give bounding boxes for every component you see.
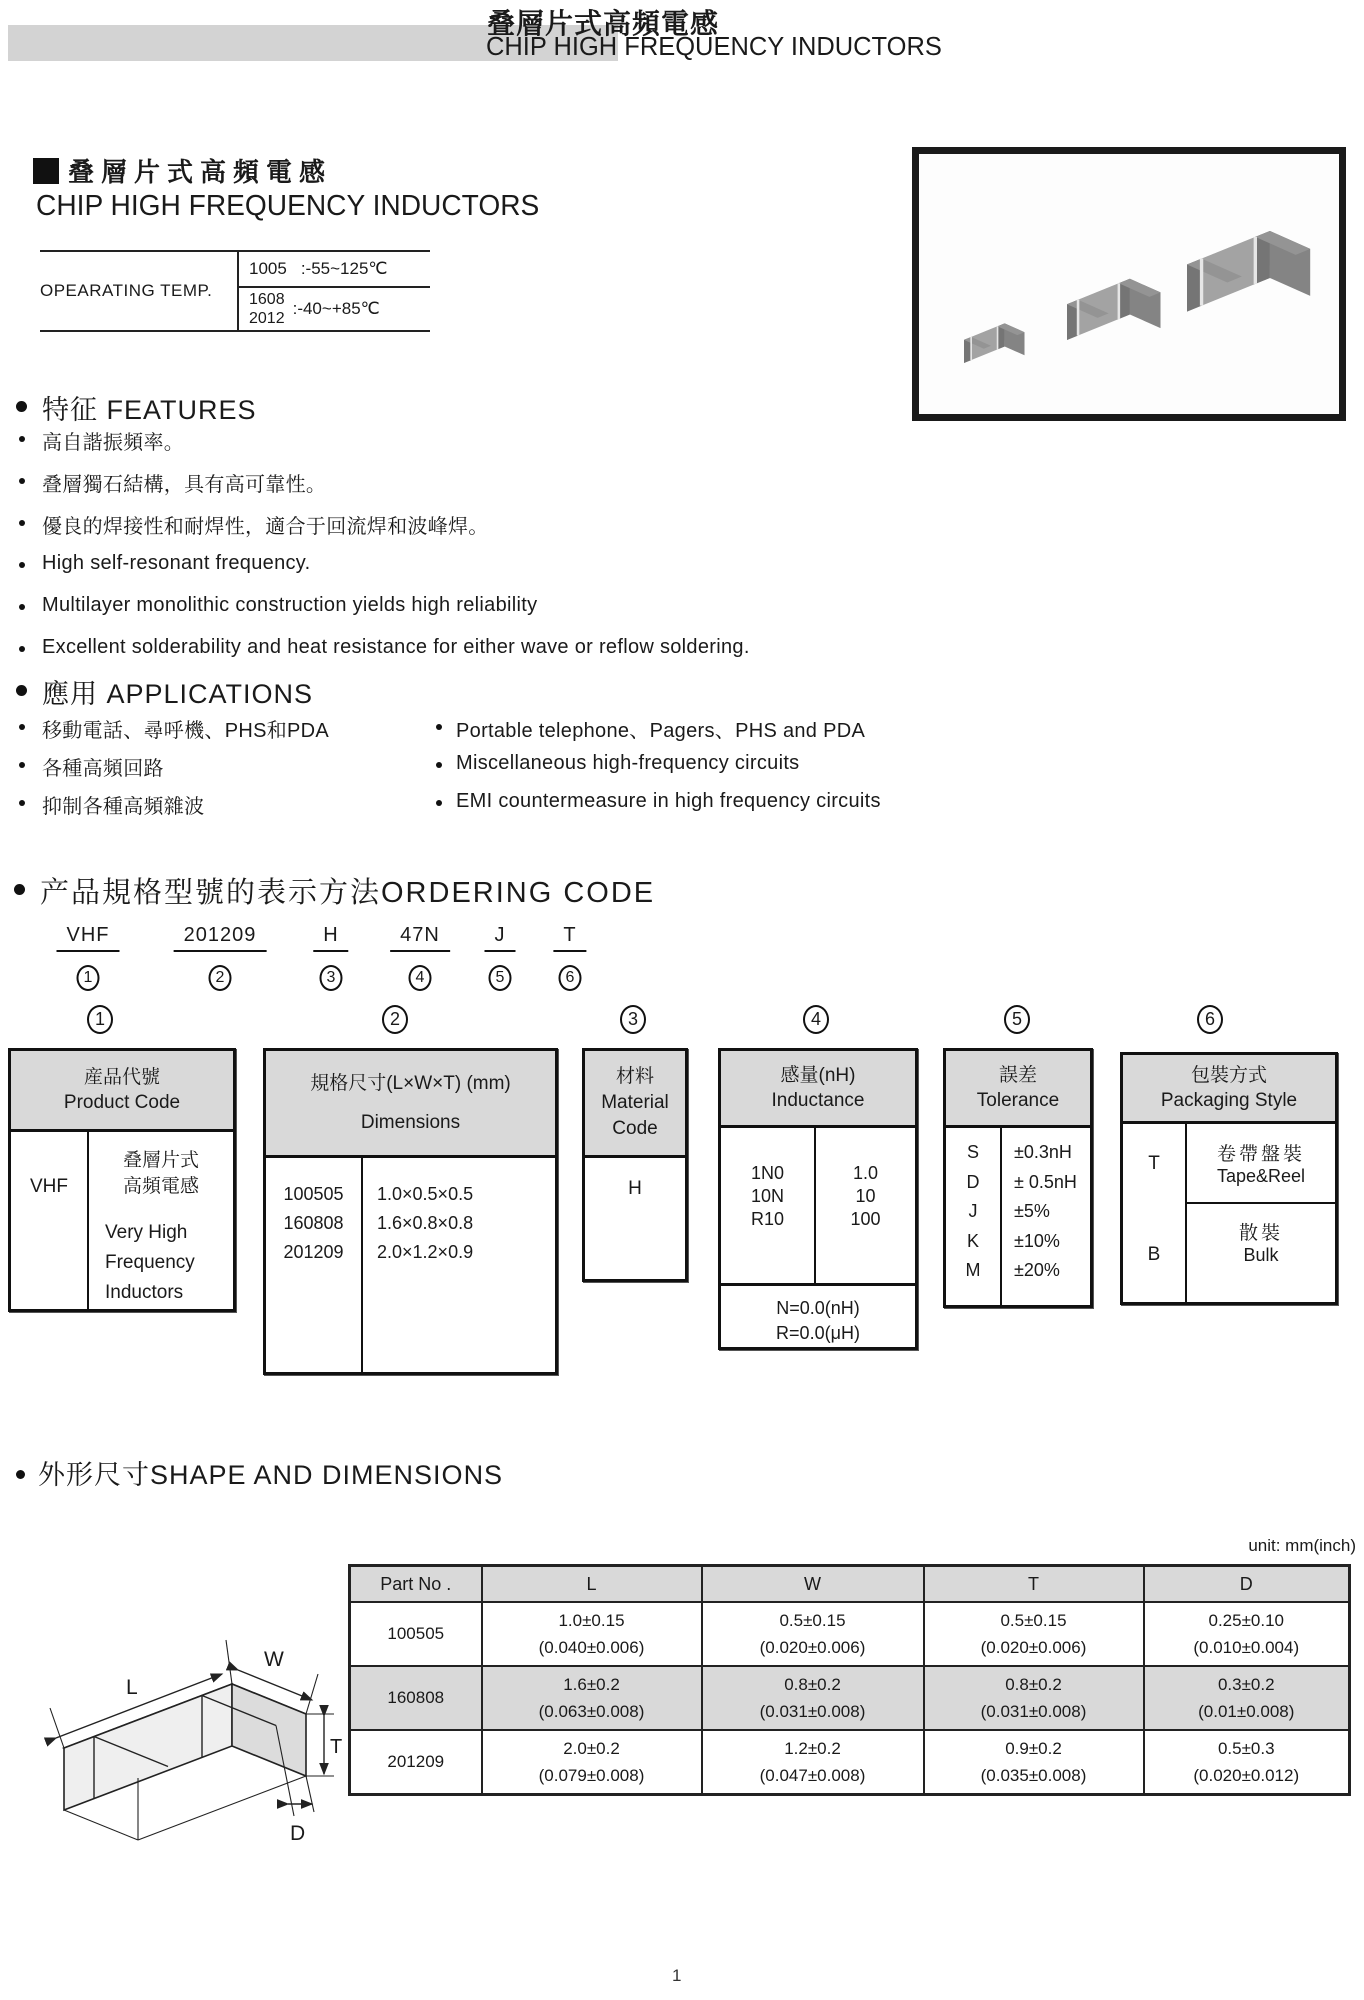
bullet-icon: [19, 800, 25, 806]
tolerance-code: J: [968, 1201, 978, 1221]
dimensions-header: [266, 1051, 555, 1158]
temp-row-1608-2012: [239, 288, 430, 330]
operating-temp-table: [40, 250, 430, 332]
dim-cell: 1.6±0.2 (0.063±0.008): [482, 1666, 702, 1730]
size-code: 100505: [283, 1184, 344, 1204]
bullet-icon: [19, 478, 25, 484]
temp-range: :-55~125℃: [300, 259, 388, 278]
page-number: 1: [672, 1966, 682, 1985]
section-title-en: CHIP HIGH FREQUENCY INDUCTORS: [36, 190, 540, 222]
table-row: [350, 1666, 1350, 1730]
dim-label-t: T: [330, 1736, 343, 1758]
application-item-zh: 移動電話、尋呼機、PHS和PDA: [42, 720, 330, 742]
table-title-zh: 材料: [615, 1066, 654, 1087]
inductance-note: R=0.0(μH): [776, 1323, 860, 1343]
temp-code: 2012: [249, 310, 285, 327]
circled-number-icon: 4: [803, 1005, 829, 1034]
tolerance-code: S: [966, 1142, 979, 1162]
inductance-notes: [721, 1283, 915, 1346]
ordering-segment-tolerance: J: [485, 924, 516, 952]
bullet-icon: [19, 562, 25, 568]
bullet-icon: [14, 884, 25, 895]
tolerance-values: [1000, 1128, 1090, 1305]
operating-temp-values: [237, 252, 430, 330]
inductance-values: [814, 1128, 915, 1283]
tolerance-header: [946, 1051, 1090, 1128]
ordering-segment-product: VHF: [57, 924, 120, 952]
material-code-value: H: [628, 1178, 642, 1199]
bullet-icon: [19, 762, 25, 768]
page-title-en: CHIP HIGH FREQUENCY INDUCTORS: [486, 31, 942, 61]
inductance-table: [718, 1048, 918, 1350]
table-title-zh: 産品代號: [83, 1067, 160, 1088]
inductance-codes: [721, 1128, 814, 1283]
inductance-value: 100: [850, 1209, 881, 1229]
inductance-value: 1.0: [852, 1163, 879, 1183]
col-header-t: T: [924, 1566, 1144, 1603]
circled-number-icon: 5: [489, 965, 512, 991]
chip-inductors-photo: [919, 154, 1339, 414]
bullet-icon: [19, 436, 25, 442]
circled-number-icon: 2: [382, 1005, 408, 1034]
page-title-zh: 叠層片式高頻電感: [487, 8, 720, 39]
application-item-zh: 抑制各種高頻雜波: [42, 796, 205, 818]
feature-item: Excellent solderability and heat resistance for either wave or reflow soldering.: [42, 636, 750, 658]
packaging-row-bulk: [1123, 1204, 1335, 1305]
inductance-code: 1N0: [750, 1163, 785, 1183]
dim-cell: 1.2±0.2 (0.047±0.008): [702, 1730, 924, 1795]
circled-number-icon: 1: [77, 965, 100, 991]
dim-cell: 0.5±0.15 (0.020±0.006): [924, 1602, 1144, 1666]
bullet-icon: [436, 724, 442, 730]
dim-label-l: L: [126, 1676, 138, 1699]
feature-item: 高自諧振頻率。: [42, 432, 185, 454]
dimension-table-header-row: [350, 1566, 1350, 1603]
table-title-en: Inductance: [771, 1090, 865, 1111]
chip-small: [964, 323, 1025, 363]
tolerance-value: ± 0.5nH: [1014, 1171, 1077, 1192]
material-header: [585, 1051, 685, 1158]
dim-label-w: W: [264, 1648, 284, 1671]
ordering-segment-inductance: 47N: [390, 924, 450, 952]
circled-number-icon: 3: [320, 965, 343, 991]
packaging-row-tape: [1123, 1124, 1335, 1204]
dimension-table: [348, 1564, 1351, 1796]
temp-range: :-40~+85℃: [292, 299, 380, 318]
table-row: [350, 1602, 1350, 1666]
section-marker-square: [33, 158, 59, 184]
product-photo: [912, 147, 1346, 421]
size-value: 1.6×0.8×0.8: [377, 1213, 474, 1233]
unit-note: unit: mm(inch): [1248, 1536, 1356, 1555]
dimensions-codes: [266, 1158, 361, 1372]
bullet-icon: [19, 646, 25, 652]
inductance-code: 10N: [750, 1186, 785, 1206]
packaging-table: [1120, 1052, 1338, 1305]
packaging-label-en: Bulk: [1243, 1245, 1279, 1265]
dim-label-d: D: [290, 1822, 306, 1845]
product-desc-en: Frequency: [105, 1252, 195, 1273]
temp-code: 1005: [249, 259, 287, 278]
circled-number-icon: 4: [409, 965, 432, 991]
temp-code: 1608: [249, 291, 285, 308]
col-header-part: Part No .: [350, 1566, 482, 1603]
product-code-table: [8, 1048, 236, 1312]
circled-number-icon: 1: [87, 1005, 113, 1034]
table-title-en: Code: [612, 1118, 658, 1139]
part-number: 201209: [350, 1730, 482, 1795]
inductance-code: R10: [750, 1209, 785, 1229]
temp-row-1005: [239, 252, 430, 288]
tolerance-value: ±0.3nH: [1014, 1142, 1072, 1162]
application-item-en: Miscellaneous high-frequency circuits: [456, 752, 800, 774]
application-item-en: EMI countermeasure in high frequency circuits: [456, 790, 881, 812]
table-title-en: Product Code: [63, 1092, 181, 1113]
part-number: 100505: [350, 1602, 482, 1666]
application-item-zh: 各種高頻回路: [42, 758, 164, 780]
bullet-icon: [436, 762, 442, 768]
bullet-icon: [19, 724, 25, 730]
packaging-code: B: [1123, 1204, 1187, 1305]
table-title-en: Tolerance: [976, 1090, 1060, 1111]
bullet-icon: [436, 800, 442, 806]
inductance-header: [721, 1051, 915, 1128]
size-code: 201209: [283, 1242, 344, 1262]
dim-cell: 0.8±0.2 (0.031±0.008): [924, 1666, 1144, 1730]
part-number: 160808: [350, 1666, 482, 1730]
application-item-en: Portable telephone、Pagers、PHS and PDA: [456, 720, 866, 742]
feature-item: 叠層獨石結構，具有高可靠性。: [42, 474, 327, 496]
bullet-icon: [16, 685, 27, 696]
feature-item: High self-resonant frequency.: [42, 552, 311, 574]
ordering-segment-packaging: T: [553, 924, 586, 952]
size-code: 160808: [283, 1213, 344, 1233]
product-code-desc: [87, 1132, 233, 1309]
feature-item: 優良的焊接性和耐焊性，適合于回流焊和波峰焊。: [42, 516, 489, 538]
chip-medium: [1067, 279, 1161, 340]
packaging-label-zh: 卷帶盤裝: [1216, 1144, 1305, 1165]
tolerance-code: M: [965, 1260, 981, 1280]
dim-cell: 1.0±0.15 (0.040±0.006): [482, 1602, 702, 1666]
dim-cell: 0.3±0.2 (0.01±0.008): [1144, 1666, 1350, 1730]
tolerance-code: K: [966, 1230, 979, 1251]
table-title-en: Packaging Style: [1160, 1090, 1298, 1111]
inductance-value: 10: [855, 1186, 876, 1206]
packaging-label-zh: 散裝: [1238, 1223, 1283, 1244]
bullet-icon: [16, 401, 27, 412]
dim-cell: 0.5±0.3 (0.020±0.012): [1144, 1730, 1350, 1795]
tolerance-value: ±10%: [1014, 1230, 1060, 1251]
inductance-note: N=0.0(nH): [776, 1298, 860, 1318]
packaging-label-en: Tape&Reel: [1216, 1166, 1306, 1186]
packaging-header: [1123, 1055, 1335, 1124]
tolerance-table: [943, 1048, 1093, 1308]
product-desc-zh: 叠層片式: [122, 1150, 199, 1171]
product-desc-en: Inductors: [105, 1282, 184, 1303]
size-value: 2.0×1.2×0.9: [377, 1242, 474, 1262]
bullet-icon: [19, 520, 25, 526]
applications-heading: 應用 APPLICATIONS: [42, 679, 314, 709]
product-desc-en: Very High: [105, 1222, 188, 1243]
table-title-zh: 感量(nH): [780, 1065, 856, 1086]
circled-number-icon: 5: [1004, 1005, 1030, 1034]
col-header-l: L: [482, 1566, 702, 1603]
features-heading: 特征 FEATURES: [42, 395, 257, 425]
product-code-header: [11, 1051, 233, 1132]
tolerance-codes: [946, 1128, 1000, 1305]
dim-cell: 2.0±0.2 (0.079±0.008): [482, 1730, 702, 1795]
ordering-code-heading: 产品規格型號的表示方法ORDERING CODE: [40, 877, 656, 909]
product-code-value: VHF: [30, 1176, 68, 1197]
table-title-zh: 包裝方式: [1190, 1065, 1267, 1086]
table-title-en: Dimensions: [360, 1112, 461, 1133]
section-title-zh: 叠層片式高頻電感: [68, 157, 333, 187]
col-header-w: W: [702, 1566, 924, 1603]
feature-item: Multilayer monolithic construction yields high reliability: [42, 594, 538, 616]
table-title-zh: 誤差: [998, 1065, 1037, 1086]
packaging-code: T: [1123, 1124, 1187, 1204]
bullet-icon: [19, 604, 25, 610]
shape-dimensions-heading: 外形尺寸SHAPE AND DIMENSIONS: [38, 1460, 504, 1490]
dimensions-code-table: [263, 1048, 558, 1375]
circled-number-icon: 6: [559, 965, 582, 991]
product-desc-zh: 高頻電感: [122, 1176, 199, 1197]
dim-cell: 0.8±0.2 (0.031±0.008): [702, 1666, 924, 1730]
col-header-d: D: [1144, 1566, 1350, 1603]
dimensions-values: [361, 1158, 555, 1372]
dim-cell: 0.25±0.10 (0.010±0.004): [1144, 1602, 1350, 1666]
tolerance-value: ±20%: [1014, 1260, 1060, 1280]
circled-number-icon: 2: [209, 965, 232, 991]
operating-temp-label: OPEARATING TEMP.: [40, 281, 213, 300]
table-title-en: Material: [601, 1092, 669, 1113]
chip-large: [1187, 231, 1310, 312]
bullet-icon: [16, 1470, 25, 1479]
size-value: 1.0×0.5×0.5: [377, 1184, 474, 1204]
circled-number-icon: 6: [1197, 1005, 1223, 1034]
tolerance-value: ±5%: [1014, 1201, 1050, 1221]
circled-number-icon: 3: [620, 1005, 646, 1034]
tolerance-code: D: [966, 1171, 980, 1192]
ordering-segment-material: H: [313, 924, 348, 952]
dim-cell: 0.5±0.15 (0.020±0.006): [702, 1602, 924, 1666]
table-row: [350, 1730, 1350, 1795]
material-code-table: [582, 1048, 688, 1282]
table-title-zh: 規格尺寸(L×W×T) (mm): [310, 1073, 511, 1094]
dim-cell: 0.9±0.2 (0.035±0.008): [924, 1730, 1144, 1795]
shape-diagram: [22, 1578, 352, 1878]
ordering-segment-size: 201209: [174, 924, 267, 952]
